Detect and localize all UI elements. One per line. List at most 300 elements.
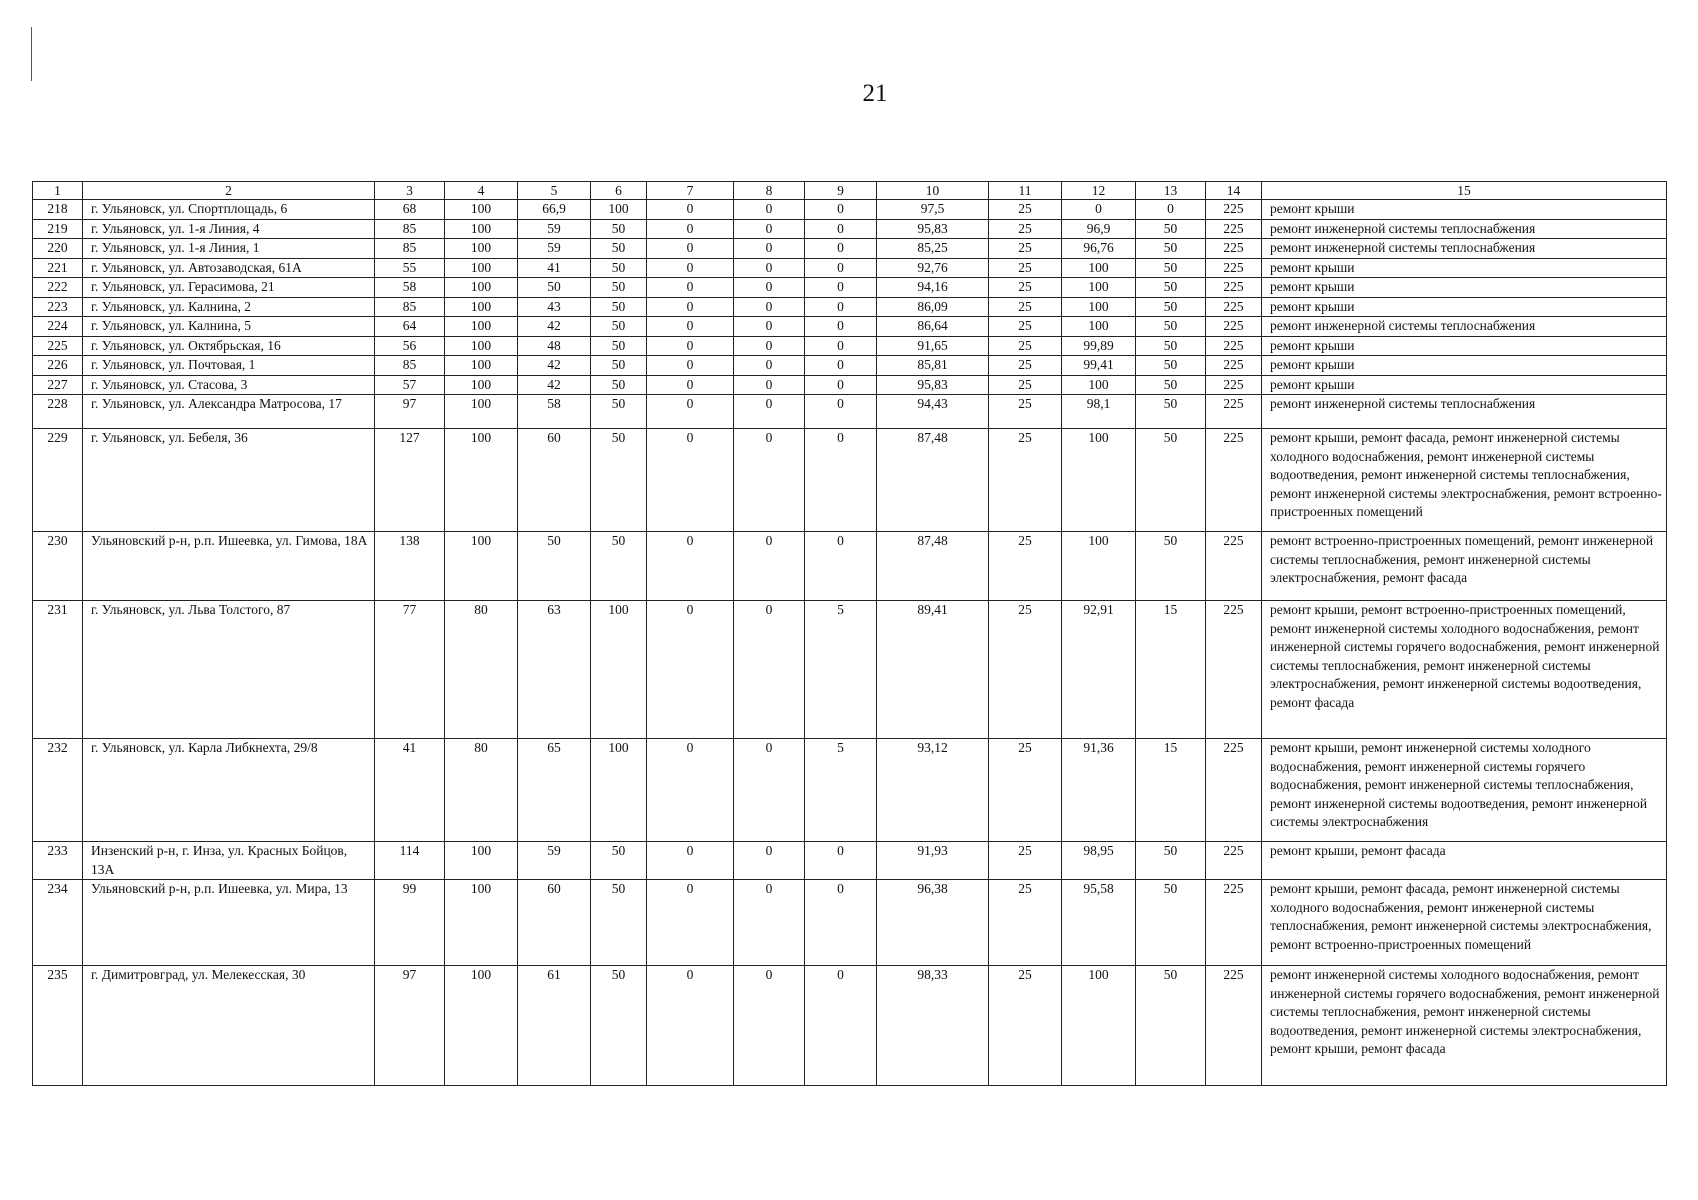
col8-cell: 0 [734, 258, 805, 278]
col5-cell: 60 [518, 880, 591, 966]
col5-cell: 43 [518, 297, 591, 317]
col8-cell: 0 [734, 239, 805, 259]
col11-cell: 25 [989, 317, 1062, 337]
col13-cell: 50 [1136, 966, 1206, 1086]
column-header: 6 [591, 182, 647, 200]
col7-cell: 0 [647, 395, 734, 429]
col4-cell: 100 [445, 966, 518, 1086]
col7-cell: 0 [647, 375, 734, 395]
col10-cell: 95,83 [877, 219, 989, 239]
col4-cell: 100 [445, 297, 518, 317]
col13-cell: 50 [1136, 395, 1206, 429]
col12-cell: 99,89 [1062, 336, 1136, 356]
table-row [33, 336, 1667, 356]
column-header: 8 [734, 182, 805, 200]
col8-cell: 0 [734, 317, 805, 337]
col3-cell: 85 [375, 356, 445, 376]
col13-cell: 50 [1136, 842, 1206, 880]
col7-cell: 0 [647, 317, 734, 337]
table-row [33, 429, 1667, 532]
col9-cell: 0 [805, 317, 877, 337]
col14-cell: 225 [1206, 739, 1262, 842]
table-row [33, 239, 1667, 259]
col13-cell: 50 [1136, 317, 1206, 337]
col5-cell: 42 [518, 356, 591, 376]
col14-cell: 225 [1206, 842, 1262, 880]
col8-cell: 0 [734, 880, 805, 966]
address-cell: г. Ульяновск, ул. Бебеля, 36 [83, 429, 375, 532]
col7-cell: 0 [647, 429, 734, 532]
col13-cell: 50 [1136, 429, 1206, 532]
col10-cell: 94,16 [877, 278, 989, 298]
col8-cell: 0 [734, 336, 805, 356]
col13-cell: 0 [1136, 200, 1206, 220]
col5-cell: 61 [518, 966, 591, 1086]
col11-cell: 25 [989, 880, 1062, 966]
col14-cell: 225 [1206, 532, 1262, 601]
col11-cell: 25 [989, 278, 1062, 298]
address-cell: г. Ульяновск, ул. Спортплощадь, 6 [83, 200, 375, 220]
address-cell: г. Ульяновск, ул. Герасимова, 21 [83, 278, 375, 298]
column-header: 1 [33, 182, 83, 200]
address-cell: г. Ульяновск, ул. Октябрьская, 16 [83, 336, 375, 356]
col3-cell: 68 [375, 200, 445, 220]
column-header: 11 [989, 182, 1062, 200]
col7-cell: 0 [647, 356, 734, 376]
col13-cell: 50 [1136, 880, 1206, 966]
col10-cell: 87,48 [877, 429, 989, 532]
col4-cell: 100 [445, 317, 518, 337]
col4-cell: 100 [445, 532, 518, 601]
col12-cell: 92,91 [1062, 601, 1136, 739]
col13-cell: 50 [1136, 297, 1206, 317]
row-number-cell: 223 [33, 297, 83, 317]
works-cell: ремонт инженерной системы теплоснабжения [1262, 219, 1667, 239]
col6-cell: 50 [591, 258, 647, 278]
col14-cell: 225 [1206, 356, 1262, 376]
col3-cell: 127 [375, 429, 445, 532]
col14-cell: 225 [1206, 601, 1262, 739]
col6-cell: 50 [591, 278, 647, 298]
col8-cell: 0 [734, 356, 805, 376]
col5-cell: 66,9 [518, 200, 591, 220]
col12-cell: 98,1 [1062, 395, 1136, 429]
col9-cell: 0 [805, 219, 877, 239]
col14-cell: 225 [1206, 375, 1262, 395]
address-cell: г. Ульяновск, ул. 1-я Линия, 1 [83, 239, 375, 259]
col6-cell: 50 [591, 239, 647, 259]
col14-cell: 225 [1206, 317, 1262, 337]
col7-cell: 0 [647, 219, 734, 239]
col10-cell: 91,93 [877, 842, 989, 880]
row-number-cell: 231 [33, 601, 83, 739]
row-number-cell: 222 [33, 278, 83, 298]
col8-cell: 0 [734, 429, 805, 532]
col11-cell: 25 [989, 200, 1062, 220]
col4-cell: 100 [445, 375, 518, 395]
address-cell: Ульяновский р-н, р.п. Ишеевка, ул. Мира, 13 [83, 880, 375, 966]
col5-cell: 42 [518, 375, 591, 395]
address-cell: г. Ульяновск, ул. Стасова, 3 [83, 375, 375, 395]
col12-cell: 100 [1062, 966, 1136, 1086]
col6-cell: 50 [591, 219, 647, 239]
col10-cell: 97,5 [877, 200, 989, 220]
address-cell: Ульяновский р-н, р.п. Ишеевка, ул. Гимова, 18А [83, 532, 375, 601]
col14-cell: 225 [1206, 880, 1262, 966]
col6-cell: 50 [591, 429, 647, 532]
table-row [33, 739, 1667, 842]
col10-cell: 86,09 [877, 297, 989, 317]
col9-cell: 0 [805, 429, 877, 532]
col11-cell: 25 [989, 336, 1062, 356]
col4-cell: 100 [445, 200, 518, 220]
col9-cell: 5 [805, 601, 877, 739]
col8-cell: 0 [734, 297, 805, 317]
row-number-cell: 228 [33, 395, 83, 429]
col6-cell: 100 [591, 601, 647, 739]
address-cell: Инзенский р-н, г. Инза, ул. Красных Бойцов, 13А [83, 842, 375, 880]
row-number-cell: 226 [33, 356, 83, 376]
col13-cell: 50 [1136, 375, 1206, 395]
row-number-cell: 232 [33, 739, 83, 842]
page-number: 21 [862, 80, 888, 107]
col3-cell: 77 [375, 601, 445, 739]
col9-cell: 0 [805, 258, 877, 278]
col6-cell: 50 [591, 356, 647, 376]
col10-cell: 93,12 [877, 739, 989, 842]
col4-cell: 100 [445, 258, 518, 278]
col13-cell: 50 [1136, 219, 1206, 239]
col8-cell: 0 [734, 532, 805, 601]
header-row [33, 182, 1667, 200]
col9-cell: 0 [805, 336, 877, 356]
col10-cell: 85,81 [877, 356, 989, 376]
col7-cell: 0 [647, 278, 734, 298]
col6-cell: 50 [591, 297, 647, 317]
column-header: 3 [375, 182, 445, 200]
col11-cell: 25 [989, 375, 1062, 395]
table-row [33, 219, 1667, 239]
col8-cell: 0 [734, 601, 805, 739]
table-row [33, 375, 1667, 395]
col12-cell: 100 [1062, 258, 1136, 278]
col7-cell: 0 [647, 336, 734, 356]
col3-cell: 97 [375, 395, 445, 429]
col3-cell: 55 [375, 258, 445, 278]
col8-cell: 0 [734, 966, 805, 1086]
col3-cell: 58 [375, 278, 445, 298]
column-header: 10 [877, 182, 989, 200]
column-header: 5 [518, 182, 591, 200]
col5-cell: 59 [518, 842, 591, 880]
col9-cell: 0 [805, 278, 877, 298]
col4-cell: 100 [445, 239, 518, 259]
col9-cell: 0 [805, 356, 877, 376]
row-number-cell: 229 [33, 429, 83, 532]
col3-cell: 114 [375, 842, 445, 880]
works-cell: ремонт инженерной системы теплоснабжения [1262, 239, 1667, 259]
col3-cell: 97 [375, 966, 445, 1086]
col11-cell: 25 [989, 395, 1062, 429]
col10-cell: 92,76 [877, 258, 989, 278]
col13-cell: 50 [1136, 356, 1206, 376]
col8-cell: 0 [734, 395, 805, 429]
col12-cell: 0 [1062, 200, 1136, 220]
col13-cell: 50 [1136, 278, 1206, 298]
col6-cell: 50 [591, 375, 647, 395]
col11-cell: 25 [989, 239, 1062, 259]
col13-cell: 50 [1136, 258, 1206, 278]
row-number-cell: 234 [33, 880, 83, 966]
table-row [33, 601, 1667, 739]
col4-cell: 100 [445, 278, 518, 298]
col12-cell: 100 [1062, 297, 1136, 317]
col14-cell: 225 [1206, 219, 1262, 239]
col11-cell: 25 [989, 532, 1062, 601]
col7-cell: 0 [647, 880, 734, 966]
col12-cell: 95,58 [1062, 880, 1136, 966]
col8-cell: 0 [734, 842, 805, 880]
col5-cell: 59 [518, 219, 591, 239]
col6-cell: 50 [591, 336, 647, 356]
col14-cell: 225 [1206, 429, 1262, 532]
col11-cell: 25 [989, 356, 1062, 376]
col14-cell: 225 [1206, 278, 1262, 298]
col14-cell: 225 [1206, 200, 1262, 220]
col7-cell: 0 [647, 532, 734, 601]
col14-cell: 225 [1206, 297, 1262, 317]
col10-cell: 98,33 [877, 966, 989, 1086]
col4-cell: 80 [445, 739, 518, 842]
col9-cell: 0 [805, 395, 877, 429]
row-number-cell: 221 [33, 258, 83, 278]
table-body [33, 200, 1667, 1086]
works-cell: ремонт крыши, ремонт встроенно-пристроенных помещений, ремонт инженерной системы холодного водоснабжения, ремонт инженерной системы горячего водоснабжения, ремонт инженерной системы теплоснабжения, ремонт инженерной системы электроснабжения, ремонт инженерной системы водоотведения, ремонт фасада [1262, 601, 1667, 739]
works-cell: ремонт крыши, ремонт инженерной системы холодного водоснабжения, ремонт инженерной системы горячего водоснабжения, ремонт инженерной системы теплоснабжения, ремонт инженерной системы водоотведения, ремонт инженерной системы электроснабжения [1262, 739, 1667, 842]
col13-cell: 15 [1136, 601, 1206, 739]
works-cell: ремонт крыши [1262, 278, 1667, 298]
col12-cell: 100 [1062, 375, 1136, 395]
col6-cell: 50 [591, 966, 647, 1086]
row-number-cell: 230 [33, 532, 83, 601]
table-row [33, 842, 1667, 880]
works-cell: ремонт инженерной системы теплоснабжения [1262, 317, 1667, 337]
scan-margin-line [31, 27, 32, 81]
column-header: 13 [1136, 182, 1206, 200]
column-header: 4 [445, 182, 518, 200]
works-cell: ремонт крыши [1262, 356, 1667, 376]
col6-cell: 50 [591, 880, 647, 966]
col11-cell: 25 [989, 297, 1062, 317]
col11-cell: 25 [989, 429, 1062, 532]
row-number-cell: 235 [33, 966, 83, 1086]
col4-cell: 100 [445, 842, 518, 880]
col12-cell: 98,95 [1062, 842, 1136, 880]
col14-cell: 225 [1206, 395, 1262, 429]
col10-cell: 87,48 [877, 532, 989, 601]
col5-cell: 50 [518, 532, 591, 601]
address-cell: г. Ульяновск, ул. Калнина, 2 [83, 297, 375, 317]
col10-cell: 85,25 [877, 239, 989, 259]
col3-cell: 99 [375, 880, 445, 966]
row-number-cell: 225 [33, 336, 83, 356]
address-cell: г. Ульяновск, ул. Калнина, 5 [83, 317, 375, 337]
col3-cell: 138 [375, 532, 445, 601]
works-cell: ремонт инженерной системы теплоснабжения [1262, 395, 1667, 429]
col11-cell: 25 [989, 219, 1062, 239]
row-number-cell: 218 [33, 200, 83, 220]
table-row [33, 200, 1667, 220]
col13-cell: 50 [1136, 239, 1206, 259]
works-cell: ремонт крыши [1262, 258, 1667, 278]
table-row [33, 966, 1667, 1086]
address-cell: г. Димитровград, ул. Мелекесская, 30 [83, 966, 375, 1086]
col12-cell: 100 [1062, 429, 1136, 532]
works-cell: ремонт крыши, ремонт фасада, ремонт инженерной системы холодного водоснабжения, ремонт инженерной системы водоотведения, ремонт инженерной системы теплоснабжения, ремонт инженерной системы электроснабжения, ремонт встроенно-пристроенных помещений [1262, 429, 1667, 532]
col10-cell: 91,65 [877, 336, 989, 356]
row-number-cell: 220 [33, 239, 83, 259]
works-cell: ремонт инженерной системы холодного водоснабжения, ремонт инженерной системы горячего водоснабжения, ремонт инженерной системы теплоснабжения, ремонт инженерной системы водоотведения, ремонт инженерной системы электроснабжения, ремонт крыши, ремонт фасада [1262, 966, 1667, 1086]
col5-cell: 42 [518, 317, 591, 337]
works-cell: ремонт крыши [1262, 375, 1667, 395]
col9-cell: 0 [805, 239, 877, 259]
table-row [33, 317, 1667, 337]
col8-cell: 0 [734, 375, 805, 395]
col11-cell: 25 [989, 842, 1062, 880]
address-cell: г. Ульяновск, ул. Карла Либкнехта, 29/8 [83, 739, 375, 842]
col14-cell: 225 [1206, 258, 1262, 278]
works-cell: ремонт крыши [1262, 336, 1667, 356]
col7-cell: 0 [647, 966, 734, 1086]
col12-cell: 100 [1062, 317, 1136, 337]
table-row [33, 258, 1667, 278]
col7-cell: 0 [647, 200, 734, 220]
address-cell: г. Ульяновск, ул. Почтовая, 1 [83, 356, 375, 376]
col3-cell: 41 [375, 739, 445, 842]
table-row [33, 297, 1667, 317]
col4-cell: 100 [445, 880, 518, 966]
col10-cell: 94,43 [877, 395, 989, 429]
address-cell: г. Ульяновск, ул. 1-я Линия, 4 [83, 219, 375, 239]
col3-cell: 57 [375, 375, 445, 395]
col9-cell: 0 [805, 532, 877, 601]
address-cell: г. Ульяновск, ул. Льва Толстого, 87 [83, 601, 375, 739]
col3-cell: 85 [375, 297, 445, 317]
col14-cell: 225 [1206, 336, 1262, 356]
col4-cell: 100 [445, 219, 518, 239]
col6-cell: 100 [591, 200, 647, 220]
col5-cell: 41 [518, 258, 591, 278]
col9-cell: 0 [805, 297, 877, 317]
col6-cell: 50 [591, 317, 647, 337]
table-row [33, 356, 1667, 376]
col13-cell: 50 [1136, 532, 1206, 601]
address-cell: г. Ульяновск, ул. Автозаводская, 61А [83, 258, 375, 278]
col9-cell: 5 [805, 739, 877, 842]
table-row [33, 532, 1667, 601]
col12-cell: 96,9 [1062, 219, 1136, 239]
works-cell: ремонт встроенно-пристроенных помещений, ремонт инженерной системы теплоснабжения, ремонт инженерной системы электроснабжения, ремонт фасада [1262, 532, 1667, 601]
col12-cell: 100 [1062, 532, 1136, 601]
works-cell: ремонт крыши [1262, 200, 1667, 220]
col10-cell: 95,83 [877, 375, 989, 395]
col11-cell: 25 [989, 258, 1062, 278]
col7-cell: 0 [647, 297, 734, 317]
column-header: 9 [805, 182, 877, 200]
data-table-container [32, 181, 1666, 1086]
col4-cell: 100 [445, 356, 518, 376]
col4-cell: 80 [445, 601, 518, 739]
col5-cell: 50 [518, 278, 591, 298]
column-header: 7 [647, 182, 734, 200]
col6-cell: 100 [591, 739, 647, 842]
col9-cell: 0 [805, 375, 877, 395]
col8-cell: 0 [734, 739, 805, 842]
col7-cell: 0 [647, 842, 734, 880]
col13-cell: 15 [1136, 739, 1206, 842]
col9-cell: 0 [805, 842, 877, 880]
col8-cell: 0 [734, 219, 805, 239]
col6-cell: 50 [591, 842, 647, 880]
col4-cell: 100 [445, 336, 518, 356]
table-row [33, 880, 1667, 966]
col12-cell: 100 [1062, 278, 1136, 298]
col12-cell: 96,76 [1062, 239, 1136, 259]
col11-cell: 25 [989, 739, 1062, 842]
col6-cell: 50 [591, 532, 647, 601]
column-header: 2 [83, 182, 375, 200]
address-cell: г. Ульяновск, ул. Александра Матросова, 17 [83, 395, 375, 429]
col12-cell: 91,36 [1062, 739, 1136, 842]
col10-cell: 86,64 [877, 317, 989, 337]
row-number-cell: 227 [33, 375, 83, 395]
column-header: 15 [1262, 182, 1667, 200]
col3-cell: 85 [375, 239, 445, 259]
works-cell: ремонт крыши, ремонт фасада [1262, 842, 1667, 880]
col7-cell: 0 [647, 739, 734, 842]
col4-cell: 100 [445, 429, 518, 532]
col8-cell: 0 [734, 278, 805, 298]
col13-cell: 50 [1136, 336, 1206, 356]
col11-cell: 25 [989, 966, 1062, 1086]
col10-cell: 96,38 [877, 880, 989, 966]
col8-cell: 0 [734, 200, 805, 220]
column-header: 14 [1206, 182, 1262, 200]
col5-cell: 58 [518, 395, 591, 429]
col11-cell: 25 [989, 601, 1062, 739]
col5-cell: 59 [518, 239, 591, 259]
col10-cell: 89,41 [877, 601, 989, 739]
col3-cell: 85 [375, 219, 445, 239]
col12-cell: 99,41 [1062, 356, 1136, 376]
works-cell: ремонт крыши [1262, 297, 1667, 317]
col7-cell: 0 [647, 601, 734, 739]
row-number-cell: 224 [33, 317, 83, 337]
works-cell: ремонт крыши, ремонт фасада, ремонт инженерной системы холодного водоснабжения, ремонт инженерной системы теплоснабжения, ремонт инженерной системы электроснабжения, ремонт встроенно-пристроенных помещений [1262, 880, 1667, 966]
col3-cell: 64 [375, 317, 445, 337]
col4-cell: 100 [445, 395, 518, 429]
data-table [32, 181, 1667, 1086]
col9-cell: 0 [805, 200, 877, 220]
col7-cell: 0 [647, 258, 734, 278]
table-row [33, 278, 1667, 298]
row-number-cell: 219 [33, 219, 83, 239]
column-header: 12 [1062, 182, 1136, 200]
table-row [33, 395, 1667, 429]
col5-cell: 48 [518, 336, 591, 356]
col3-cell: 56 [375, 336, 445, 356]
col5-cell: 60 [518, 429, 591, 532]
